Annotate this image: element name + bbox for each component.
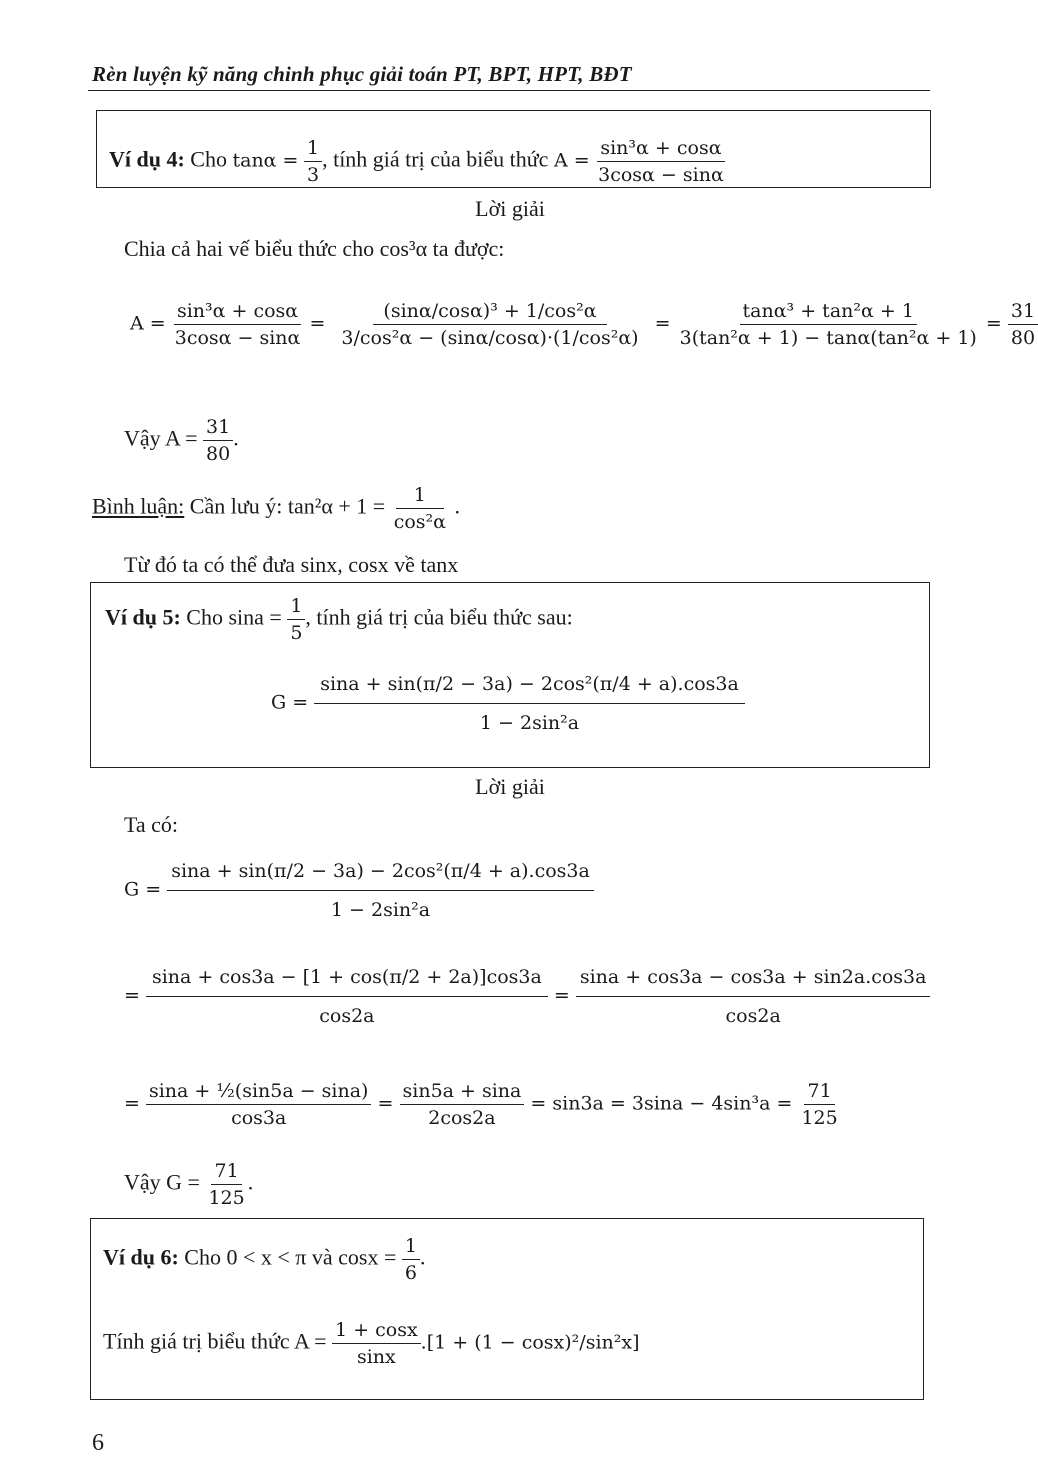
period: . bbox=[419, 1244, 426, 1270]
A-denominator: 3cosα − sinα bbox=[598, 164, 724, 186]
comment-end: . bbox=[454, 493, 460, 519]
A-equation bbox=[130, 300, 1038, 349]
example-4-statement bbox=[109, 137, 727, 186]
result-fraction bbox=[1008, 300, 1038, 349]
example-6-bracket: .[1 + (1 − cosx)²/sin²x] bbox=[420, 1331, 640, 1354]
eq-sign: = bbox=[377, 1092, 394, 1115]
G-step-1 bbox=[124, 860, 594, 921]
example-6-den: sinx bbox=[356, 1346, 396, 1368]
conclusion-4-fraction bbox=[203, 416, 233, 465]
conclusion-4-num: 31 bbox=[203, 416, 233, 441]
G-step2-fraction bbox=[146, 966, 548, 1027]
comment-fraction bbox=[391, 484, 449, 533]
eq2-num: (sinα/cosα)³ + 1/cos²α bbox=[373, 300, 606, 325]
example-6-fraction bbox=[332, 1319, 421, 1368]
cos-fraction bbox=[402, 1235, 420, 1284]
conclusion-5-text: Vậy G = bbox=[124, 1169, 200, 1195]
G-step4-num: sina + ½(sin5a − sina) bbox=[146, 1080, 372, 1105]
example-6-box bbox=[90, 1218, 924, 1400]
comment-line-2: Từ đó ta có thể đưa sinx, cosx về tanx bbox=[124, 552, 459, 577]
conclusion-5 bbox=[124, 1160, 253, 1209]
G-lhs: G = bbox=[271, 691, 309, 714]
G-step3-den: cos2a bbox=[725, 1005, 781, 1027]
solution-5-intro: Ta có: bbox=[124, 812, 179, 837]
eq3-den: 3(tan²α + 1) − tanα(tan²α + 1) bbox=[679, 327, 977, 349]
comment-den: cos²α bbox=[393, 511, 446, 533]
A-lhs: A = bbox=[553, 149, 590, 172]
example-6-text: Cho 0 < x < π và cosx = bbox=[184, 1244, 397, 1270]
A-eq-lhs: A = bbox=[130, 312, 166, 335]
example-6-num: 1 + cosx bbox=[332, 1319, 421, 1344]
G-result-fraction bbox=[798, 1080, 840, 1129]
example-5-label: Ví dụ 5: bbox=[105, 604, 181, 630]
comment-num: 1 bbox=[396, 484, 444, 509]
eq-fraction-3 bbox=[677, 300, 980, 349]
G-step3-fraction bbox=[576, 966, 931, 1027]
A-fraction bbox=[595, 137, 727, 186]
eq-sign: = bbox=[124, 984, 140, 1007]
G-num: sina + sin(π/2 − 3a) − 2cos²(π/4 + a).cos3a bbox=[314, 673, 745, 704]
tan-fraction bbox=[304, 137, 322, 186]
running-header: Rèn luyện kỹ năng chinh phục giải toán PT, BPT, HPT, BĐT bbox=[92, 62, 632, 86]
example-5-text-2: , tính giá trị của biểu thức sau: bbox=[305, 604, 573, 630]
G-step3-num: sina + cos3a − cos3a + sin2a.cos3a bbox=[576, 966, 931, 997]
G-step5-num: sin5a + sina bbox=[400, 1080, 525, 1105]
G-step-4 bbox=[124, 1080, 841, 1129]
header-rule bbox=[88, 90, 930, 91]
comment bbox=[92, 484, 460, 533]
G-step2-den: cos2a bbox=[319, 1005, 375, 1027]
G-step6: = sin3a = 3sina − 4sin³a = bbox=[530, 1092, 793, 1115]
example-4-text-2: , tính giá trị của biểu thức bbox=[322, 146, 549, 172]
example-5-statement bbox=[105, 595, 573, 644]
sin-den: 5 bbox=[290, 622, 303, 644]
tan-expression: tanα = bbox=[232, 149, 299, 172]
G-step5-fraction bbox=[400, 1080, 525, 1129]
eq-sign: = bbox=[654, 312, 671, 335]
example-6-statement bbox=[103, 1235, 425, 1284]
sin-fraction bbox=[287, 595, 305, 644]
example-4-box bbox=[96, 110, 931, 188]
conclusion-5-num: 71 bbox=[211, 1160, 241, 1185]
conclusion-4 bbox=[124, 416, 239, 465]
G-definition bbox=[271, 673, 745, 734]
G-fraction bbox=[314, 673, 745, 734]
result-num: 31 bbox=[1008, 300, 1038, 325]
eq-sign: = bbox=[124, 1092, 140, 1115]
comment-text: Cần lưu ý: tan²α + 1 = bbox=[189, 493, 386, 519]
G-step4-den: cos3a bbox=[231, 1107, 287, 1129]
eq-fraction-1 bbox=[172, 300, 304, 349]
conclusion-5-den: 125 bbox=[208, 1187, 245, 1209]
result-den: 80 bbox=[1010, 327, 1036, 349]
eq-sign: = bbox=[309, 312, 326, 335]
eq-sign: = bbox=[553, 984, 570, 1007]
conclusion-4-den: 80 bbox=[206, 443, 231, 465]
G-step1-den: 1 − 2sin²a bbox=[330, 899, 431, 921]
comment-label: Bình luận: bbox=[92, 493, 185, 519]
eq-sign: = bbox=[985, 312, 1002, 335]
A-numerator: sin³α + cosα bbox=[597, 137, 724, 162]
solution-4-heading: Lời giải bbox=[475, 196, 545, 221]
example-4-text: Cho bbox=[190, 146, 227, 172]
example-6-expression bbox=[103, 1319, 640, 1368]
G-step-2 bbox=[124, 966, 930, 1027]
cos-den: 6 bbox=[404, 1262, 417, 1284]
example-6-label: Ví dụ 6: bbox=[103, 1244, 179, 1270]
G-result-num: 71 bbox=[804, 1080, 834, 1105]
page-number: 6 bbox=[92, 1430, 104, 1456]
G-step5-den: 2cos2a bbox=[428, 1107, 496, 1129]
eq1-num: sin³α + cosα bbox=[174, 300, 301, 325]
sin-num: 1 bbox=[287, 595, 305, 620]
G-step4-fraction bbox=[146, 1080, 372, 1129]
tan-denominator: 3 bbox=[306, 164, 320, 186]
period: . bbox=[247, 1169, 254, 1195]
G-step1-num: sina + sin(π/2 − 3a) − 2cos²(π/4 + a).cos3a bbox=[167, 860, 594, 891]
eq2-den: 3/cos²α − (sinα/cosα)·(1/cos²α) bbox=[341, 327, 639, 349]
G-step1-lhs: G = bbox=[124, 878, 162, 901]
example-5-box bbox=[90, 582, 930, 768]
G-step2-num: sina + cos3a − [1 + cos(π/2 + 2a)]cos3a bbox=[146, 966, 548, 997]
period: . bbox=[233, 425, 239, 451]
conclusion-4-text: Vậy A = bbox=[124, 425, 198, 451]
eq-fraction-2 bbox=[331, 300, 648, 349]
example-6-text-2: Tính giá trị biểu thức A = bbox=[103, 1328, 327, 1354]
conclusion-5-fraction bbox=[205, 1160, 247, 1209]
G-result-den: 125 bbox=[801, 1107, 838, 1129]
example-5-text: Cho sina = bbox=[186, 604, 282, 630]
solution-5-heading: Lời giải bbox=[475, 774, 545, 799]
solution-4-intro: Chia cả hai vế biểu thức cho cos³α ta được: bbox=[124, 236, 505, 261]
G-den: 1 − 2sin²a bbox=[479, 712, 580, 734]
G-step1-fraction bbox=[167, 860, 594, 921]
example-4-label: Ví dụ 4: bbox=[109, 146, 185, 172]
eq3-num: tanα³ + tan²α + 1 bbox=[740, 300, 917, 325]
cos-num: 1 bbox=[402, 1235, 420, 1260]
tan-numerator: 1 bbox=[304, 137, 322, 162]
eq1-den: 3cosα − sinα bbox=[174, 327, 301, 349]
